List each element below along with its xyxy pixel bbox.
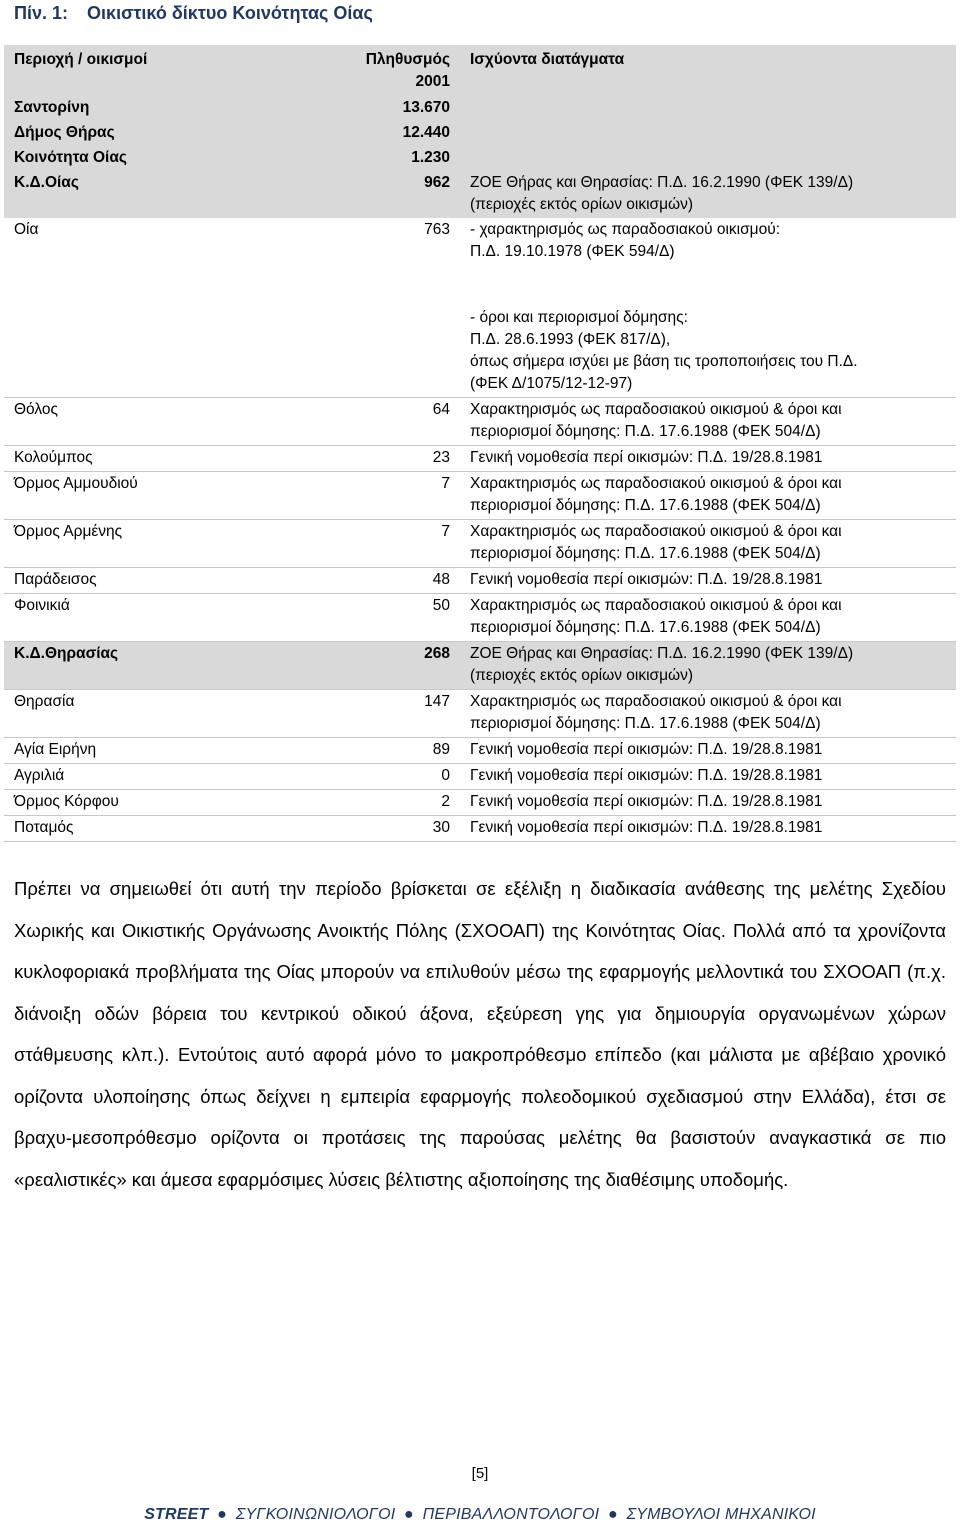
table-row [4, 520, 956, 568]
decree-line: - χαρακτηρισμός ως παραδοσιακού οικισμού: [470, 221, 781, 238]
row-population: 2 [324, 790, 460, 816]
row-decree [460, 816, 956, 842]
page-number: [5] [471, 1465, 489, 1482]
table-row [4, 171, 956, 218]
row-population: 962 [324, 171, 460, 218]
table-row [4, 398, 956, 446]
row-population: 0 [324, 764, 460, 790]
row-area: Παράδεισος [4, 568, 324, 594]
decree-line: Χαρακτηρισμός ως παραδοσιακού οικισμού & όροι και [470, 693, 842, 710]
body-paragraph: Πρέπει να σημειωθεί ότι αυτή την περίοδο βρίσκεται σε εξέλιξη η διαδικασία ανάθεσης της μελέτης Σχεδίου Χωρικής και Οικιστικής Οργάνωσης Ανοικτής Πόλης (ΣΧΟΟΑΠ) της Κοινότητας Οίας. Πολλά από τα χρονίζοντα κυκλοφοριακά προβλήματα της Οίας μπορούν να επιλυθούν μέσω της εφαρμογής μελλοντικά του ΣΧΟΟΑΠ (π.χ. διάνοιξη οδών βόρεια του κεντρικού οδικού άξονα, εξεύρεση γης για δημιουργία οργανωμένων χώρων στάθμευσης κλπ.). Εντούτοις αυτό αφορά μόνο το μακροπρόθεσμο επίπεδο (και μάλιστα με αβέβαιο χρονικό ορίζοντα υλοποίησης όπως δείχνει η εμπειρία εφαρμογής πολεοδομικού σχεδιασμού στην Ελλάδα), έτσι σε βραχυ-μεσοπρόθεσμο ορίζοντα οι προτάσεις της παρούσας μελέτης θα βασιστούν αναγκαστικά σε πιο «ρεαλιστικές» και άμεσα εφαρμόσιμες λύσεις βέλτιστης αξιοποίησης της διαθέσιμης υποδομής. [14, 878, 946, 1190]
decree-line: ΖΟΕ Θήρας και Θηρασίας: Π.Δ. 16.2.1990 (ΦΕΚ 139/Δ) [470, 645, 854, 662]
row-decree [460, 96, 956, 121]
row-decree [460, 446, 956, 472]
row-decree [460, 764, 956, 790]
row-population: 7 [324, 520, 460, 568]
decree-line: Γενική νομοθεσία περί οικισμών: Π.Δ. 19/28.8.1981 [470, 767, 823, 784]
row-population: 763 [424, 221, 450, 238]
row-decree [460, 171, 956, 218]
settlements-table [4, 45, 956, 842]
row-decree [460, 121, 956, 146]
row-area: Αγριλιά [4, 764, 324, 790]
decree-line: Χαρακτηρισμός ως παραδοσιακού οικισμού & όροι και [470, 523, 842, 540]
footer-separator: ● [217, 1506, 228, 1523]
row-population: 30 [324, 816, 460, 842]
decree-line: περιορισμοί δόμησης: Π.Δ. 17.6.1988 (ΦΕΚ 504/Δ) [470, 423, 821, 440]
header-decrees: Ισχύοντα διατάγματα [460, 45, 956, 96]
row-decree [460, 146, 956, 171]
decree-line: όπως σήμερα ισχύει με βάση τις τροποποιήσεις του Π.Δ. [470, 353, 858, 370]
row-area: Κ.Δ.Θηρασίας [4, 642, 324, 690]
row-population: 64 [324, 398, 460, 446]
decree-line: Χαρακτηρισμός ως παραδοσιακού οικισμού & όροι και [470, 475, 842, 492]
footer-brand: STREET [144, 1506, 209, 1523]
row-area: Κ.Δ.Οίας [4, 171, 324, 218]
decree-line: (περιοχές εκτός ορίων οικισμών) [470, 667, 694, 684]
row-area: Οία [14, 221, 39, 238]
footer-separator: ● [607, 1506, 618, 1523]
row-decree [460, 520, 956, 568]
row-population: 13.670 [324, 96, 460, 121]
caption-title: Οικιστικό δίκτυο Κοινότητας Οίας [87, 3, 373, 23]
row-decree [460, 594, 956, 642]
row-population: 23 [324, 446, 460, 472]
row-decree [460, 690, 956, 738]
decree-line: Γενική νομοθεσία περί οικισμών: Π.Δ. 19/28.8.1981 [470, 793, 823, 810]
row-decree [460, 568, 956, 594]
table-caption [14, 3, 373, 24]
table-header-row [4, 45, 956, 96]
table-row [4, 816, 956, 842]
table-row [4, 568, 956, 594]
row-population: 7 [324, 472, 460, 520]
decree-line: περιορισμοί δόμησης: Π.Δ. 17.6.1988 (ΦΕΚ 504/Δ) [470, 497, 821, 514]
decree-line: Γενική νομοθεσία περί οικισμών: Π.Δ. 19/28.8.1981 [470, 571, 823, 588]
row-decree [460, 738, 956, 764]
row-decree [460, 218, 956, 398]
footer-part-1: ΣΥΓΚΟΙΝΩΝΙΟΛΟΓΟΙ [235, 1506, 396, 1523]
table-row [4, 446, 956, 472]
row-decree [460, 790, 956, 816]
row-area: Ποταμός [4, 816, 324, 842]
row-area: Θηρασία [4, 690, 324, 738]
row-population: 50 [324, 594, 460, 642]
table-row [4, 146, 956, 171]
decree-line: Γενική νομοθεσία περί οικισμών: Π.Δ. 19/28.8.1981 [470, 741, 823, 758]
footer-separator: ● [404, 1506, 414, 1523]
row-decree [460, 642, 956, 690]
row-area: Κολούμπος [4, 446, 324, 472]
decree-line: περιορισμοί δόμησης: Π.Δ. 17.6.1988 (ΦΕΚ 504/Δ) [470, 545, 821, 562]
decree-line: Γενική νομοθεσία περί οικισμών: Π.Δ. 19/28.8.1981 [470, 449, 823, 466]
decree-line: Π.Δ. 28.6.1993 (ΦΕΚ 817/Δ), [470, 331, 671, 348]
row-decree [460, 398, 956, 446]
row-area: Φοινικιά [4, 594, 324, 642]
table-row [4, 96, 956, 121]
decree-line: Χαρακτηρισμός ως παραδοσιακού οικισμού & όροι και [470, 597, 842, 614]
header-area: Περιοχή / οικισμοί [4, 45, 324, 96]
table-row [4, 790, 956, 816]
row-area: Όρμος Αρμένης [4, 520, 324, 568]
footer [0, 1506, 960, 1524]
table-row [4, 218, 956, 398]
table-row [4, 690, 956, 738]
row-area: Όρμος Αμμουδιού [4, 472, 324, 520]
decree-line: Γενική νομοθεσία περί οικισμών: Π.Δ. 19/28.8.1981 [470, 819, 823, 836]
row-population: 268 [324, 642, 460, 690]
table-row [4, 472, 956, 520]
decree-line: Π.Δ. 19.10.1978 (ΦΕΚ 594/Δ) [470, 243, 675, 260]
header-population: Πληθυσμός 2001 [324, 45, 460, 96]
row-area: Θόλος [4, 398, 324, 446]
row-decree [460, 472, 956, 520]
row-area: Όρμος Κόρφου [4, 790, 324, 816]
table-row [4, 121, 956, 146]
decree-line: ΖΟΕ Θήρας και Θηρασίας: Π.Δ. 16.2.1990 (ΦΕΚ 139/Δ) [470, 174, 854, 191]
decree-line: περιορισμοί δόμησης: Π.Δ. 17.6.1988 (ΦΕΚ 504/Δ) [470, 619, 821, 636]
decree-line: (ΦΕΚ Δ/1075/12-12-97) [470, 375, 633, 392]
row-area: Αγία Ειρήνη [4, 738, 324, 764]
table-row [4, 642, 956, 690]
decree-line: (περιοχές εκτός ορίων οικισμών) [470, 196, 694, 213]
footer-part-2: ΠΕΡΙΒΑΛΛΟΝΤΟΛΟΓΟΙ [422, 1506, 600, 1523]
row-area: Δήμος Θήρας [4, 121, 324, 146]
decree-line [470, 263, 946, 307]
table-row [4, 764, 956, 790]
row-area: Κοινότητα Οίας [4, 146, 324, 171]
table-row [4, 738, 956, 764]
decree-line: περιορισμοί δόμησης: Π.Δ. 17.6.1988 (ΦΕΚ 504/Δ) [470, 715, 821, 732]
caption-number: Πίν. 1: [14, 3, 69, 23]
row-population: 147 [324, 690, 460, 738]
decree-line: - όροι και περιορισμοί δόμησης: [470, 309, 688, 326]
row-area: Σαντορίνη [4, 96, 324, 121]
footer-part-3: ΣΥΜΒΟΥΛΟΙ ΜΗΧΑΝΙΚΟΙ [626, 1506, 816, 1523]
row-population: 1.230 [324, 146, 460, 171]
row-population: 48 [324, 568, 460, 594]
row-population: 89 [324, 738, 460, 764]
row-population: 12.440 [324, 121, 460, 146]
table-row [4, 594, 956, 642]
decree-line: Χαρακτηρισμός ως παραδοσιακού οικισμού & όροι και [470, 401, 842, 418]
